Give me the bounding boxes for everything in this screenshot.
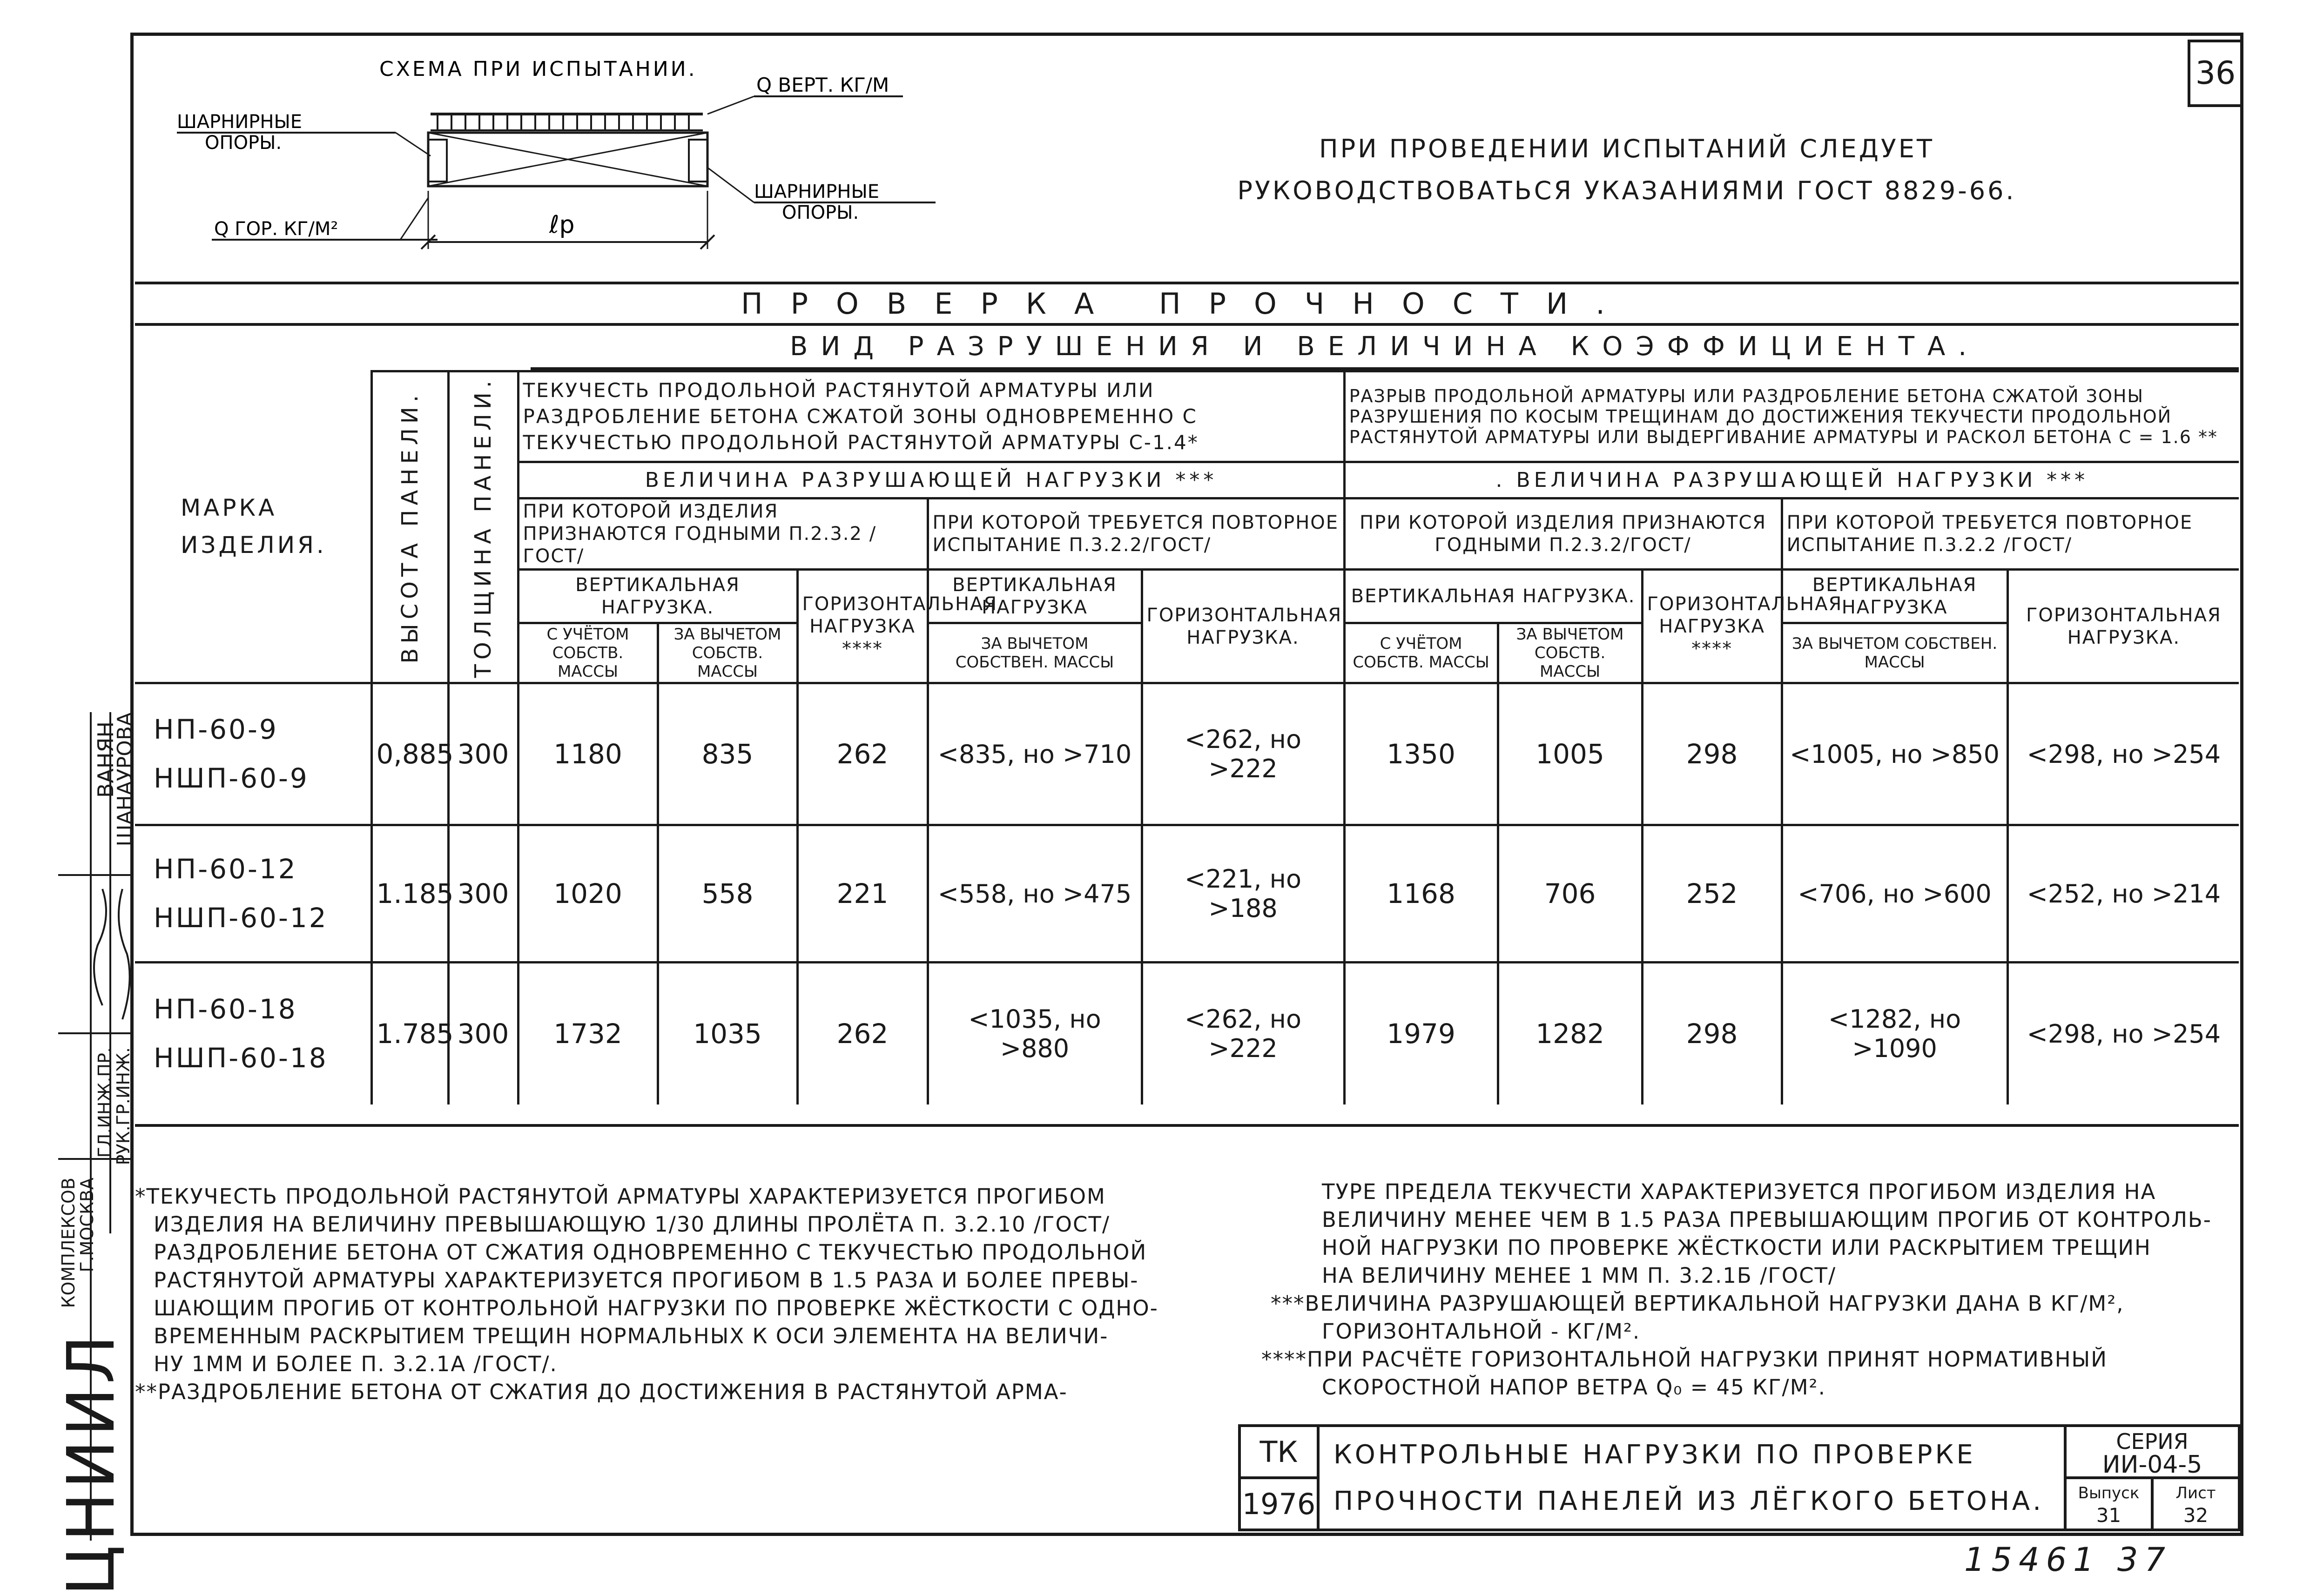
vertical-minus-mass-cell: 558 [658,825,797,963]
height-cell: 1.185 [371,825,448,963]
sidebar-role-2: РУК.ГР.ИНЖ. [113,1047,134,1165]
vertical-retest-cell-2: <706, но >600 [1782,825,2007,963]
vertical-retest-cell: <558, но >475 [928,825,1142,963]
sidebar-lines [58,712,133,1541]
horizontal-retest-cell: <262, но >222 [1142,683,1344,825]
header-height: ВЫСОТА ПАНЕЛИ. [371,371,448,683]
failure-mode-2: РАЗРЫВ ПРОДОЛЬНОЙ АРМАТУРЫ ИЛИ РАЗДРОБЛЕНИЕ БЕТОНА СЖАТОЙ ЗОНЫ РАЗРУШЕНИЯ ПО КОСЫМ ТРЕЩИНАМ ДО ДОСТИЖЕНИЯ ТЕКУЧЕСТИ ПРОДОЛЬНОЙ РАСТЯНУТОЙ АРМАТУРЫ ИЛИ ВЫДЕРГИВАНИЕ АРМАТУРЫ И РАСКОЛ БЕТОНА С = 1.6 ** [1344,371,2239,462]
vertical-retest-cell: <1035, но >880 [928,963,1142,1104]
horizontal-load-cell-2: 298 [1642,683,1782,825]
title-block-issue: Выпуск 31 [2064,1476,2154,1531]
horizontal-load-cell-2: 252 [1642,825,1782,963]
with-mass-header-1: С УЧЁТОМ СОБСТВ. МАССЫ [518,623,658,683]
sidebar-name-1: ВАНЯН [93,721,118,798]
archive-number: 15461 37 [1964,1541,2172,1579]
sidebar-name-2: ШАНАУРОВА [113,712,137,847]
sidebar-org-sub1: КОМПЛЕКСОВ [58,1178,79,1308]
horizontal-load-header-retest-1: ГОРИЗОНТАЛЬНАЯ НАГРУЗКА. [1142,570,1344,683]
vertical-retest-cell-2: <1005, но >850 [1782,683,2007,825]
horizontal-load-cell: 221 [797,825,928,963]
vertical-with-mass-cell-2: 1168 [1344,825,1498,963]
thickness-cell: 300 [448,963,518,1104]
vertical-minus-mass-cell-2: 1282 [1498,963,1642,1104]
signature-sidebar [54,712,137,1596]
vertical-with-mass-cell: 1020 [518,825,658,963]
title-block-year: 1976 [1238,1476,1320,1531]
load-header-1: ВЕЛИЧИНА РАЗРУШАЮЩЕЙ НАГРУЗКИ *** [518,462,1344,498]
sidebar-org-sub2: Г.МОСКВА [77,1178,97,1273]
title-block-sheet: Лист 32 [2151,1476,2241,1531]
table-row [135,963,2239,1104]
minus-mass-header-retest-2: ЗА ВЫЧЕТОМ СОБСТВЕН. МАССЫ [1782,623,2007,683]
section-title: ПРОВЕРКА ПРОЧНОСТИ. [135,282,2239,326]
left-supports-label-2: опоры. [205,132,282,154]
horizontal-load-header-retest-2: ГОРИЗОНТАЛЬНАЯ НАГРУЗКА. [2007,570,2239,683]
vertical-minus-mass-cell: 1035 [658,963,797,1104]
q-hor-label: q гор. кг/м² [214,218,338,240]
horizontal-retest-cell-2: <298, но >254 [2007,683,2239,825]
height-cell: 0,885 [371,683,448,825]
horizontal-retest-cell-2: <252, но >214 [2007,825,2239,963]
mark-cell: НП-60-12 НШП-60-12 [135,825,371,963]
header-mark: МАРКА ИЗДЕЛИЯ. [135,371,371,683]
retest-condition-1: ПРИ КОТОРОЙ ТРЕБУЕТСЯ ПОВТОРНОЕ ИСПЫТАНИЕ П.3.2.2/ГОСТ/ [928,498,1344,570]
load-header-2: . ВЕЛИЧИНА РАЗРУШАЮЩЕЙ НАГРУЗКИ *** [1344,462,2239,498]
vertical-retest-cell-2: <1282, но >1090 [1782,963,2007,1104]
table-row [135,683,2239,825]
vertical-with-mass-cell-2: 1350 [1344,683,1498,825]
with-mass-header-2: С УЧЁТОМ СОБСТВ. МАССЫ [1344,623,1498,683]
page-number: 36 [2188,40,2243,107]
retest-condition-2: ПРИ КОТОРОЙ ТРЕБУЕТСЯ ПОВТОРНОЕ ИСПЫТАНИЕ П.3.2.2 /ГОСТ/ [1782,498,2239,570]
left-supports-label-1: Шарнирные [177,111,303,133]
table-subtitle: ВИД РАЗРУШЕНИЯ И ВЕЛИЧИНА КОЭФФИЦИЕНТА. [531,326,2239,370]
vertical-with-mass-cell-2: 1979 [1344,963,1498,1104]
scheme-title: Схема при испытании. [379,57,697,81]
thickness-cell: 300 [448,825,518,963]
horizontal-load-cell: 262 [797,683,928,825]
gost-note [1192,128,2062,212]
horizontal-retest-cell: <221, но >188 [1142,825,1344,963]
vertical-with-mass-cell: 1180 [518,683,658,825]
minus-mass-header-retest-1: ЗА ВЫЧЕТОМ СОБСТВЕН. МАССЫ [928,623,1142,683]
horizontal-load-cell: 262 [797,963,928,1104]
test-scheme [177,44,968,277]
gost-note-line1: ПРИ ПРОВЕДЕНИИ ИСПЫТАНИЙ СЛЕДУЕТ [1319,134,1934,163]
vertical-retest-cell: <835, но >710 [928,683,1142,825]
minus-mass-header-1: ЗА ВЫЧЕТОМ СОБСТВ. МАССЫ [658,623,797,683]
vertical-with-mass-cell: 1732 [518,963,658,1104]
minus-mass-header-2: ЗА ВЫЧЕТОМ СОБСТВ. МАССЫ [1498,623,1642,683]
height-cell: 1.785 [371,963,448,1104]
fit-condition-2: ПРИ КОТОРОЙ ИЗДЕЛИЯ ПРИЗНАЮТСЯ ГОДНЫМИ П.2.3.2/ГОСТ/ [1344,498,1782,570]
title-block-tk: ТК [1238,1424,1320,1479]
right-supports-label-2: опоры. [782,202,859,223]
sidebar-org: ЦНИИЛ [54,1331,129,1596]
horizontal-retest-cell: <262, но >222 [1142,963,1344,1104]
failure-mode-1: ТЕКУЧЕСТЬ ПРОДОЛЬНОЙ РАСТЯНУТОЙ АРМАТУРЫ ИЛИ РАЗДРОБЛЕНИЕ БЕТОНА СЖАТОЙ ЗОНЫ ОДНОВРЕМЕННО С ТЕКУЧЕСТЬЮ ПРОДОЛЬНОЙ РАСТЯНУТОЙ АРМАТУРЫ С-1.4* [518,371,1344,462]
title-block-series: СЕРИЯ ИИ-04-5 [2064,1424,2241,1479]
vertical-minus-mass-cell-2: 706 [1498,825,1642,963]
vertical-load-header-retest-1: ВЕРТИКАЛЬНАЯ НАГРУЗКА [928,570,1142,623]
span-label: ℓр [549,211,575,239]
gost-note-line2: РУКОВОДСТВОВАТЬСЯ УКАЗАНИЯМИ ГОСТ 8829-66. [1237,176,2016,205]
footnotes [135,1124,2239,1429]
horizontal-load-header-2: ГОРИЗОНТАЛЬНАЯ НАГРУЗКА **** [1642,570,1782,683]
sidebar-role-1: ГЛ.ИНЖ.ПР. [94,1047,115,1158]
footnotes-left: *ТЕКУЧЕСТЬ ПРОДОЛЬНОЙ РАСТЯНУТОЙ АРМАТУРЫ ХАРАКТЕРИЗУЕТСЯ ПРОГИБОМ ИЗДЕЛИЯ НА ВЕЛИЧИНУ ПРЕВЫШАЮЩУЮ 1/30 ДЛИНЫ ПРОЛЁТА П. 3.2.10 /ГОСТ/ РАЗДРОБЛЕНИЕ БЕТОНА ОТ СЖАТИЯ ОДНОВРЕМЕННО С ТЕКУЧЕСТЬЮ ПРОДОЛЬНОЙ РАСТЯНУТОЙ АРМАТУРЫ ХАРАКТЕРИЗУЕТСЯ ПРОГИБОМ В 1.5 РАЗА И БОЛЕЕ ПРЕВЫ- ШАЮЩИМ ПРОГИБ ОТ КОНТРОЛЬНОЙ НАГРУЗКИ ПО ПРОВЕРКЕ ЖЁСТКОСТИ С ОДНО- ВРЕМЕННЫМ РАСКРЫТИЕМ ТРЕЩИН НОРМАЛЬНЫХ К ОСИ ЭЛЕМЕНТА НА ВЕЛИЧИ- НУ 1ММ И БОЛЕЕ П. 3.2.1А /ГОСТ/. **РАЗДРОБЛЕНИЕ БЕТОНА ОТ СЖАТИЯ ДО ДОСТИЖЕНИЯ В РАСТЯНУТОЙ АРМА- [135,1184,1158,1404]
horizontal-retest-cell-2: <298, но >254 [2007,963,2239,1104]
title-block-title: КОНТРОЛЬНЫЕ НАГРУЗКИ ПО ПРОВЕРКЕ ПРОЧНОСТИ ПАНЕЛЕЙ ИЗ ЛЁГКОГО БЕТОНА. [1317,1424,2067,1531]
table-row [135,825,2239,963]
q-vert-label: q верт. кг/м [756,74,889,96]
vertical-minus-mass-cell: 835 [658,683,797,825]
horizontal-load-cell-2: 298 [1642,963,1782,1104]
footnotes-right: ТУРЕ ПРЕДЕЛА ТЕКУЧЕСТИ ХАРАКТЕРИЗУЕТСЯ ПРОГИБОМ ИЗДЕЛИЯ НА ВЕЛИЧИНУ МЕНЕЕ ЧЕМ В 1.5 РАЗА ПРЕВЫШАЮЩИМ ПРОГИБ ОТ КОНТРОЛЬ- НОЙ НАГРУЗКИ ПО ПРОВЕРКЕ ЖЁСТКОСТИ ИЛИ РАСКРЫТИЕМ ТРЕЩИН НА ВЕЛИЧИНУ МЕНЕЕ 1 ММ П. 3.2.1Б /ГОСТ/ ***ВЕЛИЧИНА РАЗРУШАЮЩЕЙ ВЕРТИКАЛЬНОЙ НАГРУЗКИ ДАНА В КГ/М², ГОРИЗОНТАЛЬНОЙ - КГ/М². ****ПРИ РАСЧЁТЕ ГОРИЗОНТАЛЬНОЙ НАГРУЗКИ ПРИНЯТ НОРМАТИВНЫЙ СКОРОСТНОЙ НАПОР ВЕТРА Q₀ = 45 КГ/М². [1261,1179,2212,1400]
vertical-load-header-1: ВЕРТИКАЛЬНАЯ НАГРУЗКА. [518,570,797,623]
vertical-load-header-retest-2: ВЕРТИКАЛЬНАЯ НАГРУЗКА [1782,570,2007,623]
strength-table [135,370,2239,1104]
vertical-load-header-2: ВЕРТИКАЛЬНАЯ НАГРУЗКА. [1344,570,1642,623]
mark-cell: НП-60-9 НШП-60-9 [135,683,371,825]
title-block [1238,1424,2243,1536]
right-supports-label-1: Шарнирные [754,181,880,202]
header-thickness: ТОЛЩИНА ПАНЕЛИ. [448,371,518,683]
fit-condition-1: ПРИ КОТОРОЙ ИЗДЕЛИЯ ПРИЗНАЮТСЯ ГОДНЫМИ П.2.3.2 /ГОСТ/ [518,498,928,570]
mark-cell: НП-60-18 НШП-60-18 [135,963,371,1104]
vertical-minus-mass-cell-2: 1005 [1498,683,1642,825]
thickness-cell: 300 [448,683,518,825]
horizontal-load-header-1: ГОРИЗОНТАЛЬНАЯ НАГРУЗКА **** [797,570,928,683]
